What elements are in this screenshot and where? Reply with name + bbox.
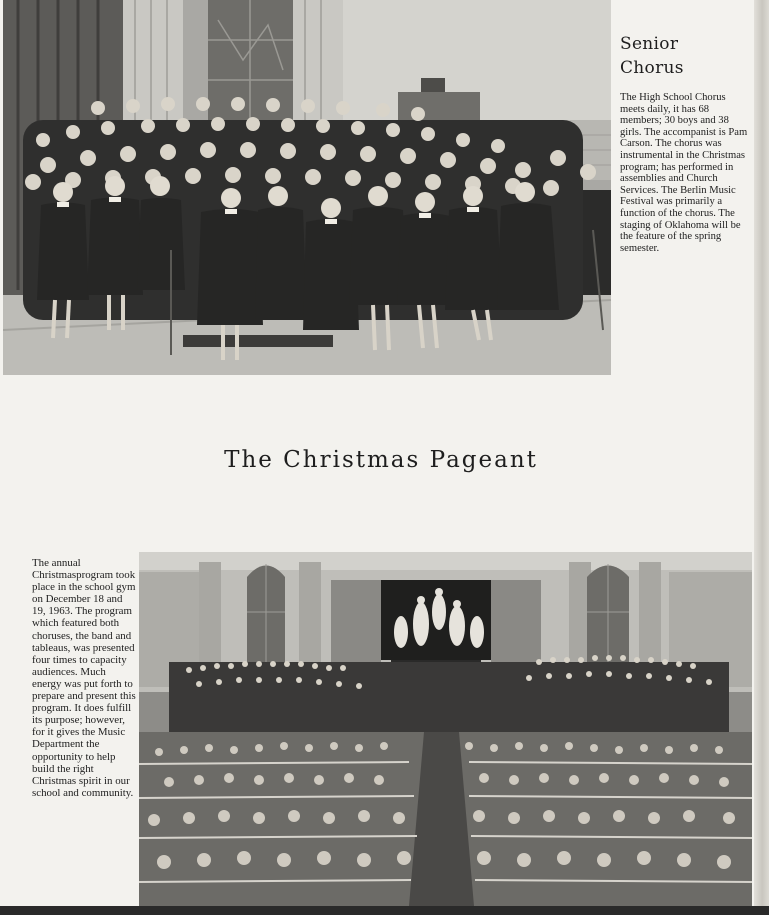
chorus-caption: [620, 32, 748, 254]
pageant-photo: [139, 552, 752, 906]
chorus-body-text: The High School Chorus meets daily, it has 68 members; 30 boys and 38 girls. The accompanist is Pam Carson. The chorus was instrumental in the Christmas program; has performed in assemblies and Church Services. The Berlin Music Festival was primarily a function of the chorus. The staging of Oklahoma will be the feature of the spring semester.: [620, 92, 748, 254]
pageant-heading: The Christmas Pageant: [224, 447, 538, 473]
pageant-body-text: The annual Christmasprogram took place in the school gym on December 18 and 19, 1963. The program which featured both choruses, the band and tableaus, was presented four times to capacity audiences. Much energy was put forth to prepare and present this program. It does fulfill its purpose; however, for it gives the Music Department the opportunity to help build the right Christmas spirit in our school and community.: [32, 557, 136, 799]
bottom-band: [0, 906, 769, 915]
chorus-heading-line2: Chorus: [620, 58, 684, 78]
chorus-heading: [620, 32, 748, 80]
chorus-photo: [3, 0, 611, 375]
chorus-heading-line1: Senior: [620, 34, 679, 54]
